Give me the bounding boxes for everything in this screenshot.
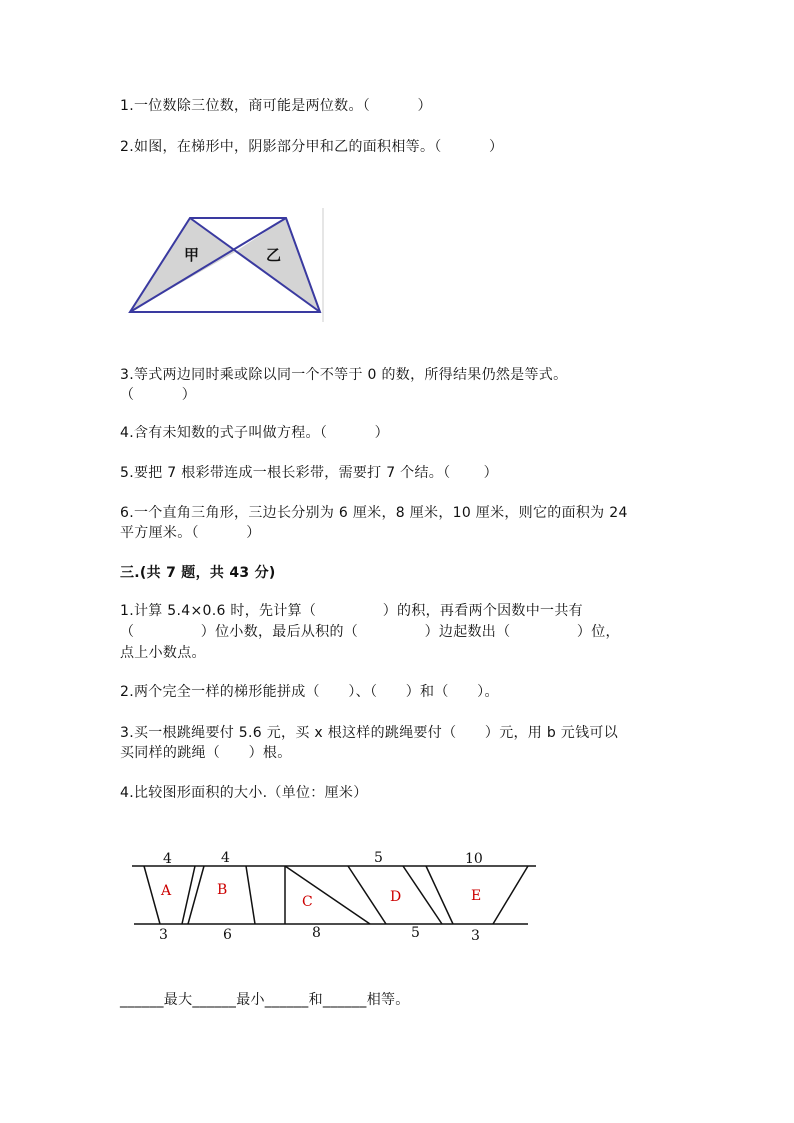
label-yi: 乙 <box>266 246 282 264</box>
question-line: 6.一个直角三角形，三边长分别为 6 厘米，8 厘米，10 厘米，则它的面积为 24 <box>120 505 628 521</box>
shape-b-edge <box>188 866 204 924</box>
shape-a-edge <box>144 866 160 924</box>
shape-label-b: B <box>217 882 228 898</box>
bottom-length-label: 6 <box>223 927 232 943</box>
label-jia: 甲 <box>184 246 200 264</box>
question-line: 3.等式两边同时乘或除以同一个不等于 0 的数，所得结果仍然是等式。 <box>120 367 568 383</box>
shape-label-d: D <box>390 889 402 905</box>
shape-e-edge <box>493 866 528 924</box>
shape-label-c: C <box>302 894 313 910</box>
top-length-label: 10 <box>465 851 483 867</box>
shape-label-a: A <box>161 883 172 899</box>
top-length-label: 4 <box>221 850 230 866</box>
answer-line: ______最大______最小______和______相等。 <box>120 992 410 1008</box>
question-line: 2.如图，在梯形中，阴影部分甲和乙的面积相等。（ ） <box>120 139 504 155</box>
top-length-label: 5 <box>374 850 383 866</box>
bottom-length-label: 8 <box>312 925 321 941</box>
shape-d-edge <box>403 866 442 924</box>
question-line: 4.比较图形面积的大小.（单位：厘米） <box>120 785 368 801</box>
question-line: 4.含有未知数的式子叫做方程。（ ） <box>120 425 389 441</box>
shape-e-edge <box>426 866 453 924</box>
shapes-figure <box>120 840 540 950</box>
question-line: 平方厘米。（ ） <box>120 525 261 541</box>
question-line: 3.买一根跳绳要付 5.6 元，买 x 根这样的跳绳要付（ ）元，用 b 元钱可以 <box>120 725 618 741</box>
shape-b-edge <box>246 866 255 924</box>
question-line: 2.两个完全一样的梯形能拼成（ ）、（ ）和（ ）。 <box>120 684 499 700</box>
shape-d-edge <box>348 866 386 924</box>
trapezoid-figure <box>120 208 326 322</box>
section-heading: 三.(共 7 题，共 43 分) <box>120 565 276 581</box>
bottom-length-label: 3 <box>159 927 168 943</box>
question-line: 1.一位数除三位数，商可能是两位数。（ ） <box>120 98 432 114</box>
question-line: （ ）位小数，最后从积的（ ）边起数出（ ）位， <box>120 624 620 640</box>
question-line: 点上小数点。 <box>120 645 206 661</box>
bottom-length-label: 3 <box>471 928 480 944</box>
question-line: （ ） <box>120 387 197 403</box>
question-line: 1.计算 5.4×0.6 时，先计算（ ）的积，再看两个因数中一共有 <box>120 603 583 619</box>
shape-c-edge <box>285 866 370 924</box>
question-line: 买同样的跳绳（ ）根。 <box>120 745 292 761</box>
shape-label-e: E <box>471 888 482 904</box>
bottom-length-label: 5 <box>411 925 420 941</box>
top-length-label: 4 <box>163 851 172 867</box>
question-line: 5.要把 7 根彩带连成一根长彩带，需要打 7 个结。（ ） <box>120 465 498 481</box>
shape-a-edge <box>182 866 195 924</box>
